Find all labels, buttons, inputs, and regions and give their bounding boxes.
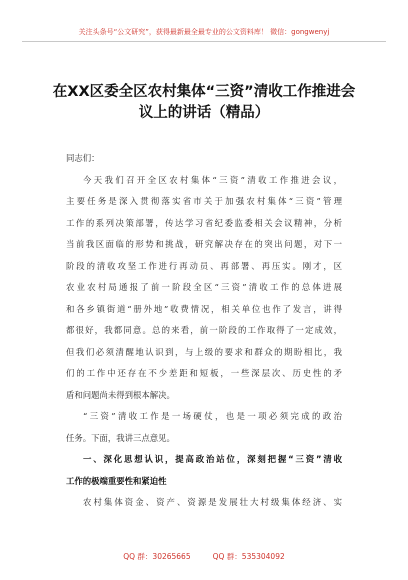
paragraph-line: 和各乡镇街道“册外地”收费情况，相关单位也作了发言，讲得 (66, 303, 342, 314)
paragraph-line: 任务。下面，我讲三点意见。 (66, 432, 175, 443)
section-heading: 一、深化思想认识，提高政治站位，深刻把握“三资”清收 (83, 454, 342, 464)
section-heading-cont: 工作的极端重要性和紧迫性 (66, 475, 167, 486)
footer-qq-group-1: QQ 群：30265665 (123, 552, 191, 561)
paragraph-line: 农村集体资金、资产、资源是发展壮大村级集体经济、实 (83, 497, 342, 507)
salutation: 同志们： (66, 153, 100, 163)
paragraph-line: 盾和问题尚未得到根本解决。 (66, 389, 175, 400)
paragraph-line: 都很好，我都同意。总的来看，前一阶段的工作取得了一定成效， (66, 325, 342, 335)
paragraph-line: 们的工作中还存在不少差距和短板，一些深层次、历史性的矛 (66, 368, 342, 378)
footer (0, 551, 408, 562)
paragraph-line: 农业农村局通报了前一阶段全区“三资”清收工作的总体进展 (66, 282, 342, 292)
paragraph-line: 阶段的清收攻坚工作进行再动员、再部署、再压实。刚才，区 (66, 260, 342, 271)
document-body (66, 148, 342, 514)
document-title (30, 82, 378, 124)
paragraph-line: 今天我们召开全区农村集体“三资”清收工作推进会议， (83, 174, 342, 185)
paragraph-line: 当前我区面临的形势和挑战，研究解决存在的突出问题，对下一 (66, 239, 342, 249)
paragraph-line: 但我们必须清醒地认识到，与上级的要求和群众的期盼相比，我 (66, 346, 342, 357)
title-line-1: 在XX区委全区农村集体“三资”清收工作推进会 (52, 84, 356, 100)
header-divider (22, 41, 386, 42)
paragraph-line: “三资”清收工作是一场硬仗，也是一项必须完成的政治 (83, 411, 342, 421)
header-banner: 关注头条号“公文研究”，获得最新最全最专业的公文资料库！ 微信：gongwenyj (78, 28, 330, 36)
paragraph-line: 工作的系列决策部署，传达学习省纪委监委相关会议精神，分析 (66, 217, 342, 228)
footer-qq-group-2: QQ 群：535304092 (212, 552, 285, 561)
paragraph-line: 主要任务是深入贯彻落实省市关于加强农村集体“三资”管理 (66, 196, 342, 206)
title-line-2: 议上的讲话（精品） (138, 105, 270, 121)
